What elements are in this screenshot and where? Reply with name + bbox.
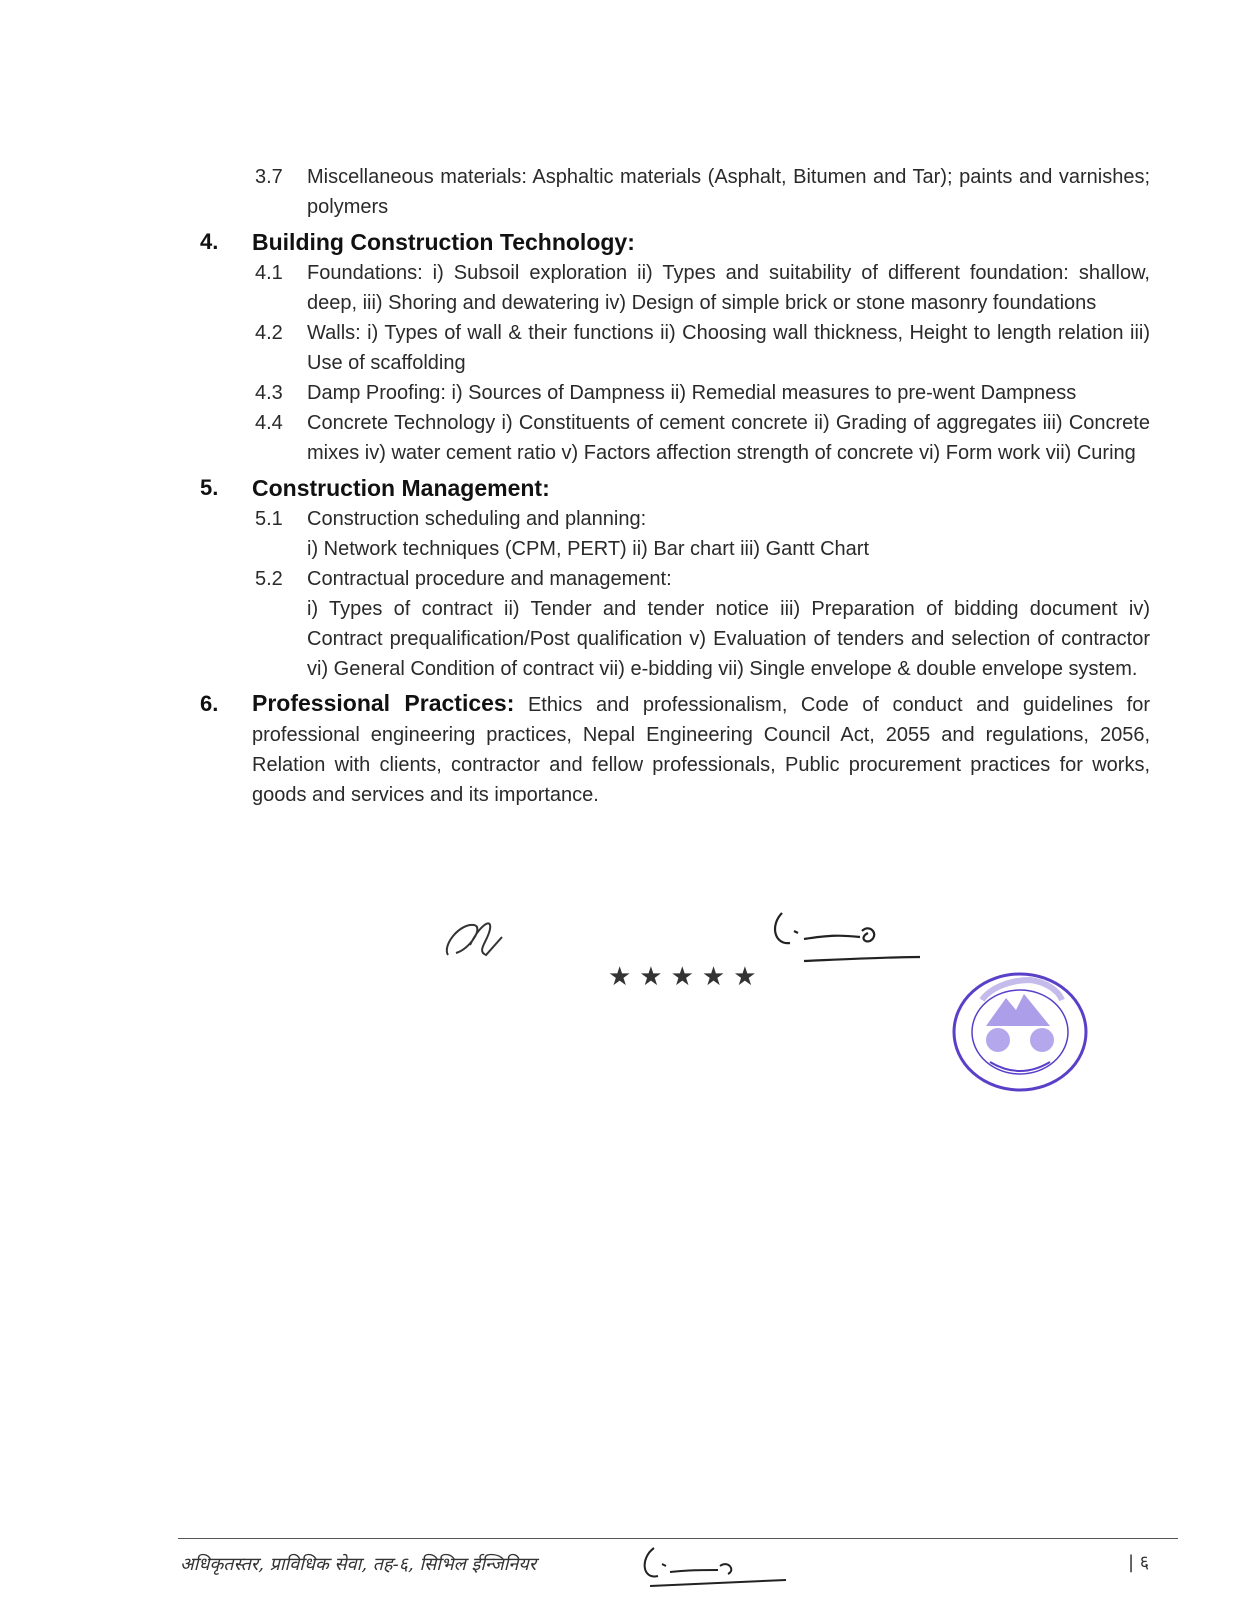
section-4-heading bbox=[200, 226, 1150, 258]
section-number: 4. bbox=[200, 229, 219, 254]
item-text: Contractual procedure and management: bbox=[307, 568, 672, 590]
item-5-2 bbox=[200, 564, 1150, 594]
section-body bbox=[252, 688, 1150, 810]
section-title: Building Construction Technology: bbox=[252, 229, 635, 255]
item-text: Damp Proofing: i) Sources of Dampness ii) Remedial measures to pre-went Dampness bbox=[307, 382, 1077, 404]
section-number: 5. bbox=[200, 475, 219, 500]
signature-icon bbox=[770, 905, 930, 975]
item-number: 4.3 bbox=[255, 382, 283, 404]
section-text: Ethics and professionalism, Code of conduct and guidelines for professional engineering practices, Nepal Engineering Council Act, 2055 and regulations, 2056, Relation with clients, contractor and fellow professionals, Public procurement practices for works, goods and services and its importance. bbox=[252, 694, 1150, 806]
syllabus-content bbox=[200, 162, 1150, 810]
end-stars: ★★★★★ bbox=[608, 962, 765, 992]
item-5-2-detail: i) Types of contract ii) Tender and tender notice iii) Preparation of bidding document iv) Contract prequalification/Post qualification v) Evaluation of tenders and selection of contractor vi) General Condition of contract vii) e-bidding vii) Single envelope & double envelope system. bbox=[307, 598, 1150, 680]
item-number: 4.4 bbox=[255, 412, 283, 434]
item-number: 3.7 bbox=[255, 166, 283, 188]
item-number: 5.2 bbox=[255, 568, 283, 590]
item-4-2 bbox=[200, 318, 1150, 378]
section-5-heading bbox=[200, 472, 1150, 504]
item-text: Concrete Technology i) Constituents of cement concrete ii) Grading of aggregates iii) Concrete mixes iv) water cement ratio v) Factors affection strength of concrete vi) Form work vii) Curing bbox=[307, 412, 1150, 464]
item-4-3 bbox=[200, 378, 1150, 408]
item-number: 4.1 bbox=[255, 262, 283, 284]
signature-initials-icon bbox=[440, 915, 510, 965]
item-4-4 bbox=[200, 408, 1150, 468]
item-text: Walls: i) Types of wall & their functions ii) Choosing wall thickness, Height to length relation iii) Use of scaffolding bbox=[307, 322, 1150, 374]
footer-signature-icon bbox=[640, 1540, 790, 1590]
item-text: Miscellaneous materials: Asphaltic materials (Asphalt, Bitumen and Tar); paints and varnishes; polymers bbox=[307, 166, 1150, 218]
footer-divider bbox=[178, 1538, 1178, 1539]
item-text: Construction scheduling and planning: bbox=[307, 508, 647, 530]
section-number: 6. bbox=[200, 691, 219, 716]
item-number: 4.2 bbox=[255, 322, 283, 344]
section-6 bbox=[200, 688, 1150, 810]
section-title: Construction Management: bbox=[252, 475, 550, 501]
section-title: Professional Practices: bbox=[252, 690, 515, 716]
item-5-1-detail: i) Network techniques (CPM, PERT) ii) Bar chart iii) Gantt Chart bbox=[307, 538, 870, 560]
item-number: 5.1 bbox=[255, 508, 283, 530]
item-5-1 bbox=[200, 504, 1150, 534]
bank-seal-icon bbox=[950, 970, 1090, 1100]
page-number: | ६ bbox=[1128, 1552, 1150, 1573]
item-text: Foundations: i) Subsoil exploration ii) Types and suitability of different foundation: shallow, deep, iii) Shoring and dewatering iv) Design of simple brick or stone masonry foundations bbox=[307, 262, 1150, 314]
item-3-7 bbox=[200, 162, 1150, 222]
item-4-1 bbox=[200, 258, 1150, 318]
footer-text: अधिकृतस्तर, प्राविधिक सेवा, तह-६, सिभिल ईन्जिनियर bbox=[180, 1554, 537, 1575]
